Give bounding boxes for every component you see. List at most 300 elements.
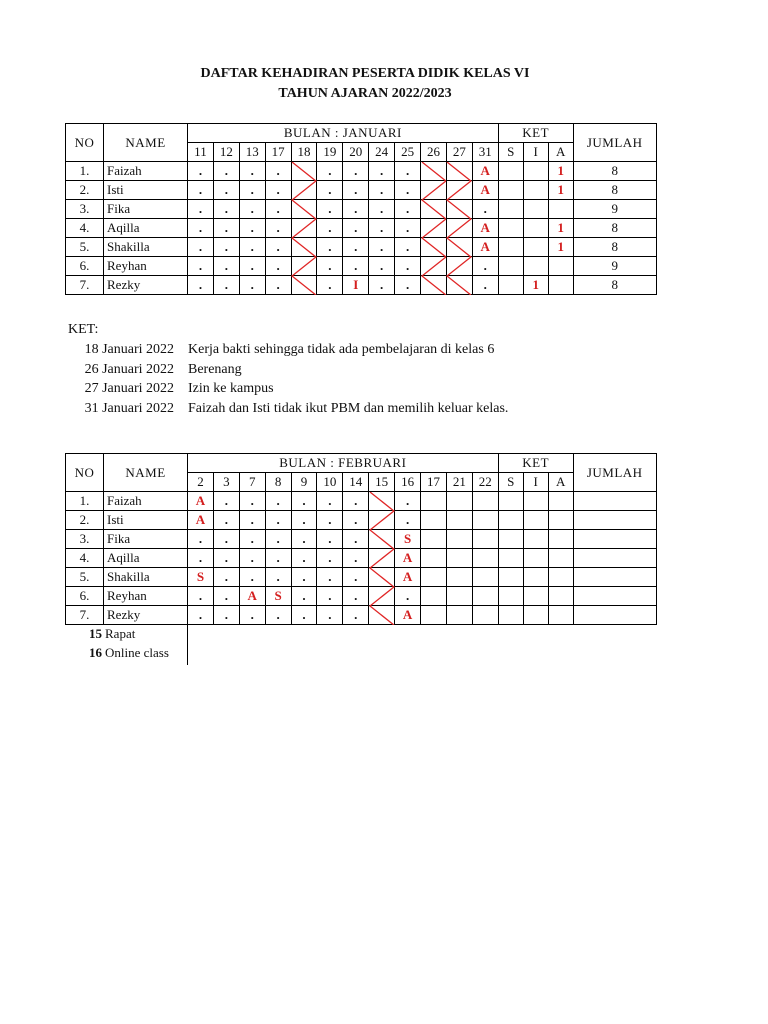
attendance-mark [213,276,239,295]
attendance-mark [446,200,472,219]
mark-text: . [380,220,384,235]
attendance-mark [265,162,291,181]
attendance-mark [188,162,214,181]
attendance-mark [317,238,343,257]
attendance-mark [213,511,239,530]
ket-count-a [548,257,573,276]
attendance-mark [421,238,447,257]
ket-count-i [523,257,548,276]
mark-text: S [403,531,412,546]
attendance-mark [421,162,447,181]
student-name: Rezky [104,276,188,295]
note-row [70,379,508,399]
table-row [66,511,657,530]
extra-note-label: Online class [105,645,169,661]
ket-count-a [548,530,573,549]
mark-text: . [224,493,228,508]
mark-text: . [405,258,410,273]
mark-text: . [354,588,358,603]
table-row [66,276,657,295]
mark-text: . [276,182,280,197]
attendance-mark [213,606,239,625]
day-header: 17 [265,143,291,162]
attendance-mark [421,511,447,530]
row-number: 2. [66,181,104,200]
jumlah-value: 8 [573,238,656,257]
attendance-mark [343,276,369,295]
attendance-mark [421,530,447,549]
mark-text: . [328,550,332,565]
ket-count-i [523,492,548,511]
ket-count-s [498,181,523,200]
attendance-mark [291,568,317,587]
table-row [66,200,657,219]
mark-text: . [328,258,332,273]
mark-text: . [380,239,384,254]
mark-text: A [402,569,413,584]
ket-col-header: S [498,143,523,162]
attendance-mark [395,511,421,530]
ket-count-a [548,200,573,219]
ket-count-s [498,530,523,549]
attendance-mark [265,276,291,295]
day-header: 3 [213,473,239,492]
header-name: NAME [104,454,188,492]
jumlah-value: 9 [573,257,656,276]
ket-count-i [523,587,548,606]
mark-text: . [250,512,254,527]
ket-count-s [498,587,523,606]
attendance-mark [446,549,472,568]
attendance-mark [317,200,343,219]
mark-text: . [405,239,410,254]
mark-text: . [276,493,280,508]
attendance-mark [343,238,369,257]
mark-text: . [250,277,254,292]
attendance-mark [369,276,395,295]
attendance-mark [265,511,291,530]
ket-count-s [498,549,523,568]
mark-text: . [276,277,280,292]
header-no: NO [66,454,104,492]
jumlah-value [573,511,656,530]
note-description: Kerja bakti sehingga tidak ada pembelajaran di kelas 6 [188,342,495,357]
attendance-mark [472,200,498,219]
ket-count-i [523,200,548,219]
extra-note-label: Rapat [105,626,136,641]
note-row [70,399,508,419]
attendance-mark [421,568,447,587]
mark-text: . [380,163,384,178]
row-number: 5. [66,238,104,257]
student-name: Reyhan [104,587,188,606]
mark-text: . [224,163,228,178]
mark-text: . [483,258,487,273]
attendance-mark [472,181,498,200]
attendance-mark [446,181,472,200]
ket-count-a [548,181,573,200]
student-name: Aqilla [104,549,188,568]
mark-text: . [198,239,203,254]
mark-text: A [402,550,413,565]
ket-count-i [523,530,548,549]
attendance-mark [213,549,239,568]
attendance-mark [188,181,214,200]
attendance-mark [239,181,265,200]
day-header: 10 [317,473,343,492]
student-name: Fika [104,200,188,219]
mark-text: . [224,588,228,603]
jumlah-value [573,606,656,625]
header-jumlah: JUMLAH [573,454,656,492]
attendance-mark [291,238,317,257]
ket-count-s [498,257,523,276]
mark-text: . [198,258,203,273]
ket-col-header: I [523,473,548,492]
attendance-mark [239,238,265,257]
student-name: Fika [104,530,188,549]
attendance-mark [317,257,343,276]
attendance-mark [239,492,265,511]
ket-count-a [548,549,573,568]
attendance-mark [472,606,498,625]
ket-col-header: I [523,143,548,162]
student-name: Aqilla [104,219,188,238]
ket-count-a [548,587,573,606]
mark-text: . [483,277,487,292]
mark-text: . [354,163,358,178]
attendance-mark [265,530,291,549]
mark-text: . [302,550,306,565]
mark-text: . [328,201,332,216]
attendance-mark [317,606,343,625]
count-text: 1 [557,239,564,254]
attendance-mark [291,257,317,276]
row-number: 5. [66,568,104,587]
attendance-mark [472,238,498,257]
attendance-mark [446,276,472,295]
mark-text: S [274,588,282,603]
day-header: 2 [188,473,214,492]
document-title: DAFTAR KEHADIRAN PESERTA DIDIK KELAS VI [200,66,530,81]
jumlah-value [573,530,656,549]
student-name: Reyhan [104,257,188,276]
attendance-mark [395,257,421,276]
mark-text: . [198,163,203,178]
attendance-mark [239,276,265,295]
attendance-mark [421,257,447,276]
attendance-mark [369,219,395,238]
attendance-mark [421,200,447,219]
attendance-mark [265,549,291,568]
mark-text: . [198,201,203,216]
day-header: 21 [446,473,472,492]
attendance-mark [472,276,498,295]
mark-text: . [224,531,228,546]
ket-count-s [498,276,523,295]
mark-text: S [196,569,205,584]
attendance-mark [291,530,317,549]
row-number: 1. [66,492,104,511]
attendance-mark [472,257,498,276]
attendance-mark [395,606,421,625]
mark-text: . [302,512,306,527]
mark-text: . [250,569,254,584]
mark-text: . [224,607,228,622]
jumlah-value [573,492,656,511]
ket-count-a [548,511,573,530]
attendance-mark [446,257,472,276]
mark-text: . [276,201,280,216]
ket-count-i [523,568,548,587]
attendance-mark [446,162,472,181]
attendance-mark [213,162,239,181]
attendance-mark [369,200,395,219]
note-description: Berenang [188,361,242,377]
attendance-mark [421,549,447,568]
row-number: 4. [66,219,104,238]
day-header: 14 [343,473,369,492]
attendance-mark [188,606,214,625]
day-header: 22 [472,473,498,492]
row-number: 6. [66,257,104,276]
ket-count-s [498,238,523,257]
mark-text: . [354,512,358,527]
attendance-mark [369,181,395,200]
mark-text: . [250,239,254,254]
attendance-mark [291,606,317,625]
attendance-mark [343,162,369,181]
attendance-mark [213,219,239,238]
day-header: 18 [291,143,317,162]
table-row [66,219,657,238]
jumlah-value [573,587,656,606]
table-row [66,549,657,568]
ket-count-s [498,568,523,587]
attendance-mark [239,219,265,238]
attendance-mark [343,530,369,549]
ket-count-a [548,568,573,587]
note-date: 26 Januari 2022 [84,361,174,377]
attendance-mark [472,549,498,568]
attendance-mark [213,238,239,257]
attendance-mark [446,511,472,530]
attendance-mark [395,549,421,568]
day-header: 12 [213,143,239,162]
attendance-mark [317,276,343,295]
mark-text: . [224,182,228,197]
mark-text: . [380,277,384,292]
mark-text: . [354,531,358,546]
attendance-mark [472,511,498,530]
table-row [66,257,657,276]
header-month: BULAN : JANUARI [188,124,499,143]
attendance-mark [213,530,239,549]
day-header: 19 [317,143,343,162]
attendance-mark [369,511,395,530]
mark-text: . [354,239,358,254]
attendance-mark [239,530,265,549]
attendance-mark [213,568,239,587]
mark-text: . [354,550,358,565]
extra-note-number: 16 [89,645,102,661]
mark-text: . [250,258,254,273]
mark-text: . [302,588,306,603]
header-ket: KET [498,124,573,143]
attendance-mark [472,219,498,238]
mark-text: . [224,239,228,254]
attendance-mark [188,530,214,549]
day-header: 27 [446,143,472,162]
row-number: 7. [66,276,104,295]
attendance-mark [265,587,291,606]
ket-count-i [523,606,548,625]
extra-note-number: 15 [89,626,102,641]
note-date: 31 Januari 2022 [84,400,174,416]
mark-text: . [276,531,280,546]
attendance-mark [395,181,421,200]
mark-text: . [328,239,332,254]
mark-text: I [353,277,359,292]
table-row [66,162,657,181]
ket-count-s [498,162,523,181]
attendance-mark [343,200,369,219]
note-row [70,340,508,360]
january-attendance-table [65,123,657,295]
ket-count-a [548,276,573,295]
attendance-mark [343,568,369,587]
student-name: Isti [104,511,188,530]
attendance-mark [472,568,498,587]
attendance-mark [343,549,369,568]
attendance-mark [446,530,472,549]
mark-text: A [480,239,490,254]
mark-text: . [405,277,410,292]
ket-count-i [523,511,548,530]
mark-text: . [250,493,254,508]
mark-text: . [198,607,203,622]
table-row [66,587,657,606]
attendance-mark [395,568,421,587]
mark-text: . [224,512,228,527]
attendance-mark [395,162,421,181]
mark-text: . [328,512,332,527]
attendance-mark [265,181,291,200]
mark-text: A [402,607,413,622]
attendance-mark [395,276,421,295]
mark-text: . [328,220,332,235]
mark-text: . [328,569,332,584]
mark-text: . [250,163,254,178]
attendance-mark [239,162,265,181]
mark-text: . [276,550,280,565]
attendance-mark [472,587,498,606]
day-header: 25 [395,143,421,162]
attendance-mark [369,257,395,276]
mark-text: A [247,588,257,603]
note-description: Izin ke kampus [188,381,274,396]
mark-text: . [328,607,332,622]
attendance-mark [395,492,421,511]
attendance-mark [213,257,239,276]
mark-text: . [380,258,384,273]
mark-text: . [276,163,280,178]
attendance-mark [188,200,214,219]
count-text: 1 [557,163,564,178]
jumlah-value: 9 [573,200,656,219]
attendance-mark [317,181,343,200]
attendance-mark [188,587,214,606]
mark-text: . [198,550,203,565]
attendance-mark [421,276,447,295]
mark-text: . [198,182,203,197]
day-header: 24 [369,143,395,162]
ket-count-s [498,492,523,511]
attendance-mark [369,530,395,549]
attendance-mark [239,257,265,276]
attendance-mark [291,549,317,568]
ket-count-a [548,238,573,257]
mark-text: . [354,607,358,622]
mark-text: . [224,277,228,292]
mark-text: . [354,182,358,197]
mark-text: . [250,201,254,216]
student-name: Shakilla [104,568,188,587]
day-header: 9 [291,473,317,492]
mark-text: . [198,220,203,235]
attendance-mark [446,492,472,511]
ket-col-header: A [548,473,573,492]
attendance-mark [421,587,447,606]
header-name: NAME [104,124,188,162]
ket-count-a [548,606,573,625]
table-row [66,606,657,625]
attendance-mark [395,200,421,219]
row-number: 4. [66,549,104,568]
day-header: 15 [369,473,395,492]
ket-count-s [498,200,523,219]
day-header: 7 [239,473,265,492]
ket-col-header: A [548,143,573,162]
ket-count-i [523,549,548,568]
attendance-mark [343,492,369,511]
attendance-mark [239,511,265,530]
mark-text: . [405,493,410,508]
note-date: 18 Januari 2022 [84,342,174,357]
mark-text: . [302,493,306,508]
mark-text: . [354,493,358,508]
attendance-mark [395,219,421,238]
attendance-mark [317,219,343,238]
attendance-mark [291,200,317,219]
header-month: BULAN : FEBRUARI [188,454,499,473]
attendance-mark [265,492,291,511]
attendance-mark [446,606,472,625]
attendance-mark [343,606,369,625]
attendance-mark [317,492,343,511]
attendance-mark [188,257,214,276]
attendance-mark [421,181,447,200]
table-row [66,238,657,257]
mark-text: . [224,258,228,273]
count-text: 1 [557,220,564,235]
mark-text: A [195,493,206,508]
attendance-mark [421,606,447,625]
mark-text: . [354,220,358,235]
attendance-mark [188,549,214,568]
mark-text: . [250,182,254,197]
mark-text: . [354,258,358,273]
